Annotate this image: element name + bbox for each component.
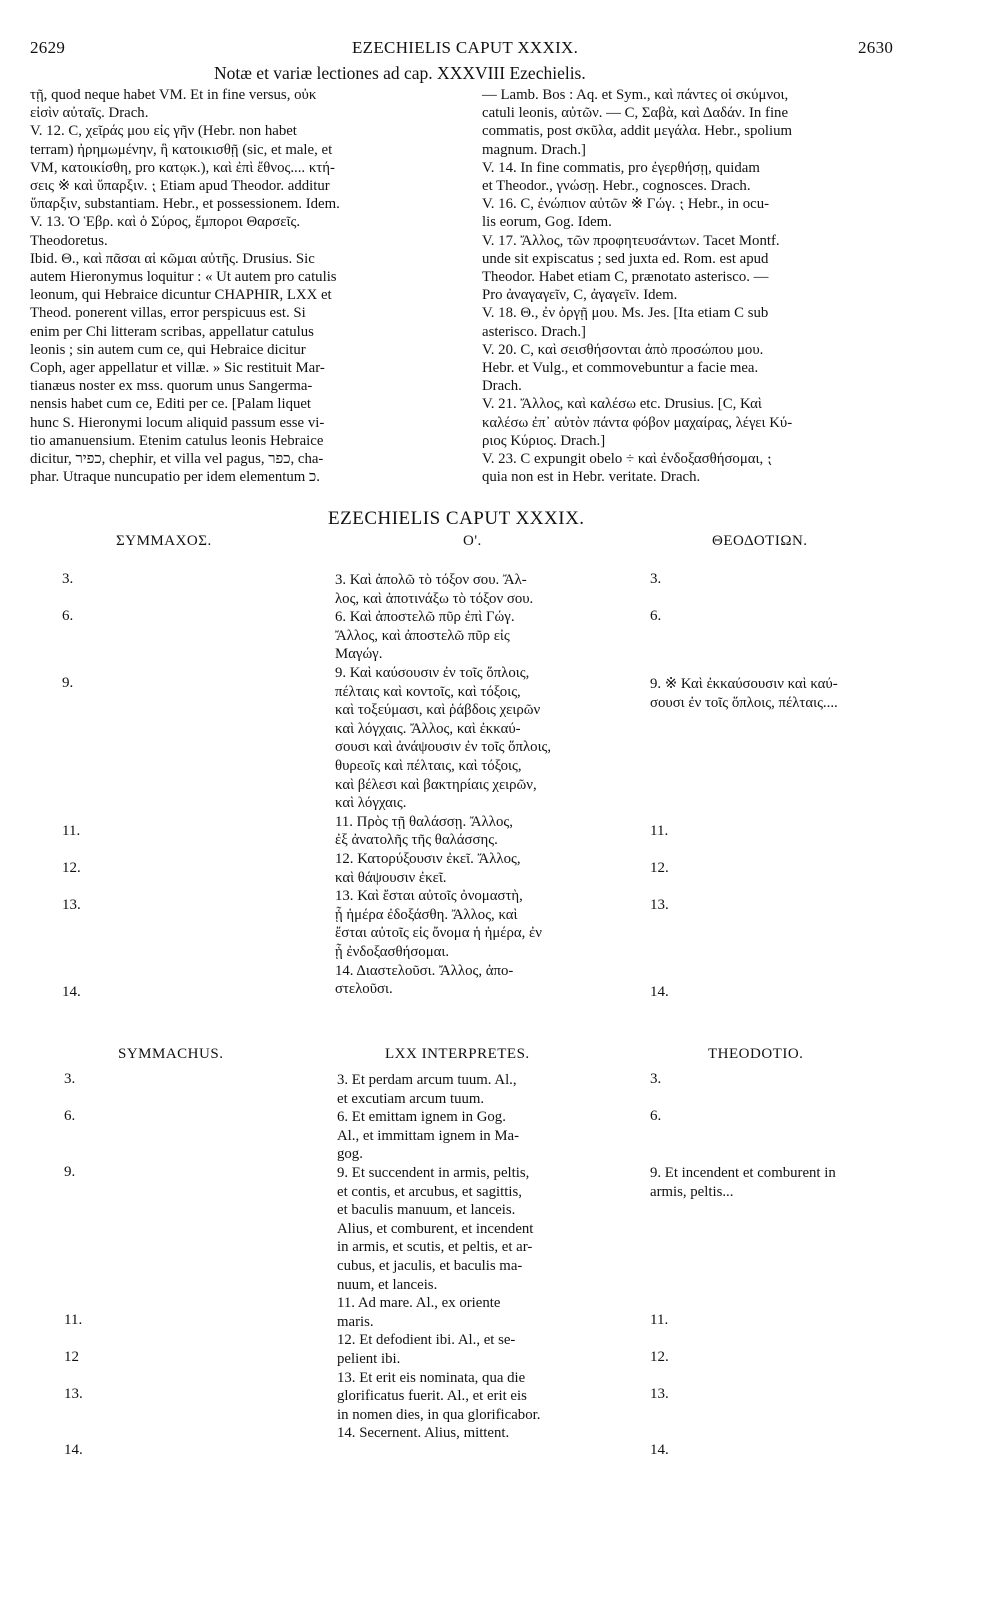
lxx-latin-line: Alius, et comburent, et incendent [337, 1220, 534, 1237]
note-line: σεις ※ καὶ ὕπαρξιν. ⁏ Etiam apud Theodor. additur [30, 178, 330, 194]
note-line: terram) ἠρημωμένην, ἣ κατοικισθῇ (sic, et male, et [30, 141, 333, 158]
note-line: Theodoretus. [30, 232, 108, 249]
running-title: EZECHIELIS CAPUT XXXIX. [352, 38, 579, 57]
note-line: unde sit expiscatus ; sed juxta ed. Rom. est apud [482, 250, 769, 267]
lxx-latin-line: et baculis manuum, et lanceis. [337, 1202, 516, 1219]
theodotion-greek-line: 9. ※ Καὶ ἐκκαύσουσιν καὶ καύ- [650, 676, 838, 692]
verse-number: 11. [650, 823, 669, 839]
note-line: V. 17. Ἄλλος, τῶν προφητευσάντων. Tacet Montf. [482, 232, 780, 249]
lxx-greek-line: 6. Καὶ ἀποστελῶ πῦρ ἐπὶ Γώγ. [335, 609, 515, 626]
verse-number: 11. [650, 1312, 669, 1328]
note-line: τῇ, quod neque habet VM. Et in fine versus, οὐκ [30, 87, 317, 103]
note-line: καλέσω ἐπ᾽ αὐτὸν πάντα φόβον μαχαίρας, λέγει Κύ- [482, 414, 793, 431]
lxx-greek-line: 14. Διαστελοῦσι. Ἄλλος, ἀπο- [335, 962, 514, 979]
lxx-latin-line: 14. Secernent. Alius, mittent. [337, 1425, 510, 1442]
theodotion-latin-line: 9. Et incendent et comburent in [650, 1165, 836, 1181]
note-line: tianæus noster ex mss. quorum unus Sangerma- [30, 378, 313, 395]
note-line: hunc S. Hieronymi locum aliquid passum esse vi- [30, 414, 325, 431]
note-line: V. 23. C expungit obelo ÷ καὶ ἐνδοξασθήσομαι, ⁏ [482, 451, 772, 467]
note-line: VM, κατοικίσθη, pro κατῳκ.), καὶ ἐπὶ ἔθνος.... κτή- [30, 159, 335, 176]
note-line: V. 14. In fine commatis, pro ἐγερθήσῃ, quidam [482, 159, 760, 176]
lxx-latin-line: nuum, et lanceis. [337, 1276, 438, 1293]
notes-subtitle: Notæ et variæ lectiones ad cap. XXXVIII Ezechielis. [214, 63, 586, 83]
verse-number: 3. [650, 571, 662, 587]
column-header-symmachus-latin: SYMMACHUS. [118, 1046, 224, 1062]
note-line: Coph, ager appellatur et villæ. » Sic restituit Mar- [30, 360, 325, 376]
theodotion-greek-line: σουσι ἐν τοῖς ὅπλοις, πέλταις.... [650, 694, 838, 711]
note-line: tio amanuensium. Etenim catulus leonis Hebraice [30, 432, 324, 449]
column-header-lxx-greek: Ο'. [463, 533, 482, 549]
verse-number: 6. [64, 1108, 76, 1124]
lxx-greek-line: ᾗ ἡμέρα ἐδοξάσθη. Ἄλλος, καὶ [335, 906, 518, 923]
note-line: ὕπαρξιν, substantiam. Hebr., et possessionem. Idem. [30, 196, 340, 213]
note-line: catuli leonis, αὐτῶν. — C, Σαβὰ, καὶ Δαδάν. In fine [482, 105, 789, 122]
note-line: εἰσὶν αὐταῖς. Drach. [30, 105, 149, 122]
note-line: V. 20. C, καὶ σεισθήσονται ἀπὸ προσώπου μου. [482, 341, 764, 358]
verse-number: 3. [62, 571, 74, 587]
lxx-latin-line: maris. [337, 1313, 374, 1330]
page-number-right: 2630 [858, 38, 894, 57]
lxx-greek-line: ἐξ ἀνατολῆς τῆς θαλάσσης. [335, 832, 498, 849]
note-line: nensis habet cum ce, Editi per ce. [Palam liquet [30, 396, 312, 413]
lxx-latin-line: 11. Ad mare. Al., ex oriente [337, 1295, 501, 1312]
note-line: quia non est in Hebr. veritate. Drach. [482, 469, 701, 486]
lxx-latin-line: et contis, et arcubus, et sagittis, [337, 1183, 522, 1200]
section-heading: EZECHIELIS CAPUT XXXIX. [328, 508, 585, 529]
verse-number: 13. [64, 1386, 83, 1402]
verse-number: 12 [64, 1349, 79, 1365]
verse-number: 3. [64, 1071, 76, 1087]
lxx-latin-line: in nomen dies, in qua glorificabor. [337, 1406, 541, 1423]
note-line: asterisco. Drach.] [482, 323, 586, 340]
lxx-latin-line: glorificatus fuerit. Al., et erit eis [337, 1388, 527, 1405]
column-header-theodotion-latin: THEODOTIO. [708, 1046, 804, 1062]
verse-number: 14. [64, 1442, 83, 1458]
verse-number: 14. [62, 984, 81, 1000]
column-header-theodotion-greek: ΘΕΟΔΟΤΙΩΝ. [712, 533, 808, 549]
lxx-greek-line: Μαγώγ. [335, 646, 383, 663]
note-line: phar. Utraque nuncupatio per idem elementum כ. [30, 469, 320, 486]
lxx-greek-line: καὶ λόγχαις. [335, 795, 407, 812]
lxx-greek-line: θυρεοῖς καὶ πέλταις, καὶ τόξοις, [335, 758, 522, 774]
lxx-greek-line: 13. Καὶ ἔσται αὐτοῖς ὀνομαστὴ, [335, 888, 523, 905]
note-line: lis eorum, Gog. Idem. [482, 214, 612, 231]
note-line: Pro ἀναγαγεῖν, C, ἀγαγεῖν. Idem. [482, 287, 678, 304]
note-line: Theodor. Habet etiam C, prænotato asterisco. — [482, 269, 769, 285]
note-line: Hebr. et Vulg., et commovebuntur a facie mea. [482, 360, 759, 376]
note-line: leonum, qui Hebraice dicuntur CHAPHIR, LXX et [30, 287, 332, 304]
lxx-greek-line: πέλταις καὶ κοντοῖς, καὶ τόξοις, [335, 683, 521, 700]
verse-number: 13. [62, 897, 81, 913]
lxx-greek-line: 9. Καὶ καύσουσιν ἐν τοῖς ὅπλοις, [335, 665, 530, 681]
note-line: V. 12. C, χεῖράς μου εἰς γῆν (Hebr. non habet [30, 123, 297, 140]
verse-number: 6. [62, 608, 74, 624]
page-number-left: 2629 [30, 38, 66, 57]
verse-number: 13. [650, 1386, 669, 1402]
verse-number: 11. [64, 1312, 83, 1328]
lxx-greek-line: καὶ τοξεύμασι, καὶ ῥάβδοις χειρῶν [335, 702, 541, 719]
column-header-lxx-latin: LXX INTERPRETES. [385, 1046, 530, 1062]
verse-number: 12. [650, 860, 669, 876]
verse-number: 12. [62, 860, 81, 876]
note-line: commatis, post σκῦλα, addit μεγάλα. Hebr., spolium [482, 123, 792, 140]
lxx-greek-line: 11. Πρὸς τῇ θαλάσσῃ. Ἄλλος, [335, 813, 513, 830]
lxx-greek-line: ᾗ ἐνδοξασθήσομαι. [335, 944, 450, 960]
lxx-greek-line: 3. Καὶ ἀπολῶ τὸ τόξον σου. Ἄλ- [335, 572, 527, 588]
verse-number: 3. [650, 1071, 662, 1087]
verse-number: 9. [64, 1164, 76, 1180]
note-line: ριος Κύριος. Drach.] [482, 432, 606, 449]
lxx-greek-line: 12. Κατορύξουσιν ἐκεῖ. Ἄλλος, [335, 851, 521, 867]
theodotion-latin-line: armis, peltis... [650, 1183, 734, 1200]
lxx-latin-line: pelient ibi. [337, 1351, 401, 1367]
verse-number: 13. [650, 897, 669, 913]
verse-number: 6. [650, 608, 662, 624]
note-line: autem Hieronymus loquitur : « Ut autem pro catulis [30, 269, 337, 285]
note-line: et Theodor., γνώσῃ. Hebr., cognosces. Drach. [482, 178, 751, 194]
lxx-latin-line: gog. [337, 1146, 363, 1163]
lxx-greek-line: καὶ θάψουσιν ἐκεῖ. [335, 869, 447, 886]
note-line: V. 16. C, ἐνώπιον αὐτῶν ※ Γώγ. ⁏ Hebr., in ocu- [482, 196, 770, 213]
lxx-latin-line: 13. Et erit eis nominata, qua die [337, 1369, 526, 1386]
lxx-greek-line: καὶ λόγχαις. Ἄλλος, καὶ ἐκκαύ- [335, 720, 521, 737]
lxx-latin-line: 6. Et emittam ignem in Gog. [337, 1109, 506, 1126]
note-line: enim per Chi litteram scribas, appellatur catulus [30, 323, 314, 340]
note-line: Theod. ponerent villas, error perspicuus est. Si [30, 305, 306, 322]
note-line: magnum. Drach.] [482, 141, 586, 158]
lxx-latin-line: 9. Et succendent in armis, peltis, [337, 1165, 530, 1181]
note-line: V. 21. Ἄλλος, καὶ καλέσω etc. Drusius. [C, Καὶ [482, 396, 762, 413]
verse-number: 11. [62, 823, 81, 839]
lxx-latin-line: Al., et immittam ignem in Ma- [337, 1127, 520, 1144]
verse-number: 9. [62, 675, 74, 691]
lxx-greek-line: σουσι καὶ ἀνάψουσιν ἐν τοῖς ὅπλοις, [335, 739, 552, 756]
note-line: V. 18. Θ., ἐν ὀργῇ μου. Ms. Jes. [Ita etiam C sub [482, 305, 769, 322]
verse-number: 12. [650, 1349, 669, 1365]
note-line: Ibid. Θ., καὶ πᾶσαι αἱ κῶμαι αὐτῆς. Drusius. Sic [30, 250, 315, 267]
lxx-greek-line: λος, καὶ ἀποτινάξω τὸ τόξον σου. [335, 590, 534, 607]
note-line: Drach. [482, 378, 522, 395]
lxx-latin-line: 3. Et perdam arcum tuum. Al., [337, 1072, 517, 1088]
verse-number: 6. [650, 1108, 662, 1124]
note-line: — Lamb. Bos : Aq. et Sym., καὶ πάντες οἱ σκύμνοι, [482, 87, 789, 103]
column-header-symmachus-greek: ΣΥΜΜΑΧΟΣ. [116, 533, 212, 549]
verse-number: 14. [650, 984, 669, 1000]
verse-number: 14. [650, 1442, 669, 1458]
lxx-greek-line: ἔσται αὐτοῖς εἰς ὄνομα ἡ ἡμέρα, ἐν [335, 925, 542, 942]
lxx-greek-line: στελοῦσι. [335, 981, 393, 998]
note-line: leonis ; sin autem cum ce, qui Hebraice dicitur [30, 341, 306, 358]
note-line: dicitur, כפיר, chephir, et villa vel pagus, כפר, cha- [30, 451, 324, 467]
lxx-latin-line: 12. Et defodient ibi. Al., et se- [337, 1332, 516, 1349]
lxx-latin-line: in armis, et scutis, et peltis, et ar- [337, 1239, 533, 1256]
note-line: V. 13. Ὁ Ἑβρ. καὶ ὁ Σύρος, ἔμποροι Θαρσεῖς. [30, 214, 301, 231]
lxx-greek-line: καὶ βέλεσι καὶ βακτηρίαις χειρῶν, [335, 776, 537, 793]
lxx-latin-line: cubus, et jaculis, et baculis ma- [337, 1258, 523, 1274]
lxx-latin-line: et excutiam arcum tuum. [337, 1090, 485, 1107]
lxx-greek-line: Ἄλλος, καὶ ἀποστελῶ πῦρ εἰς [335, 627, 510, 644]
